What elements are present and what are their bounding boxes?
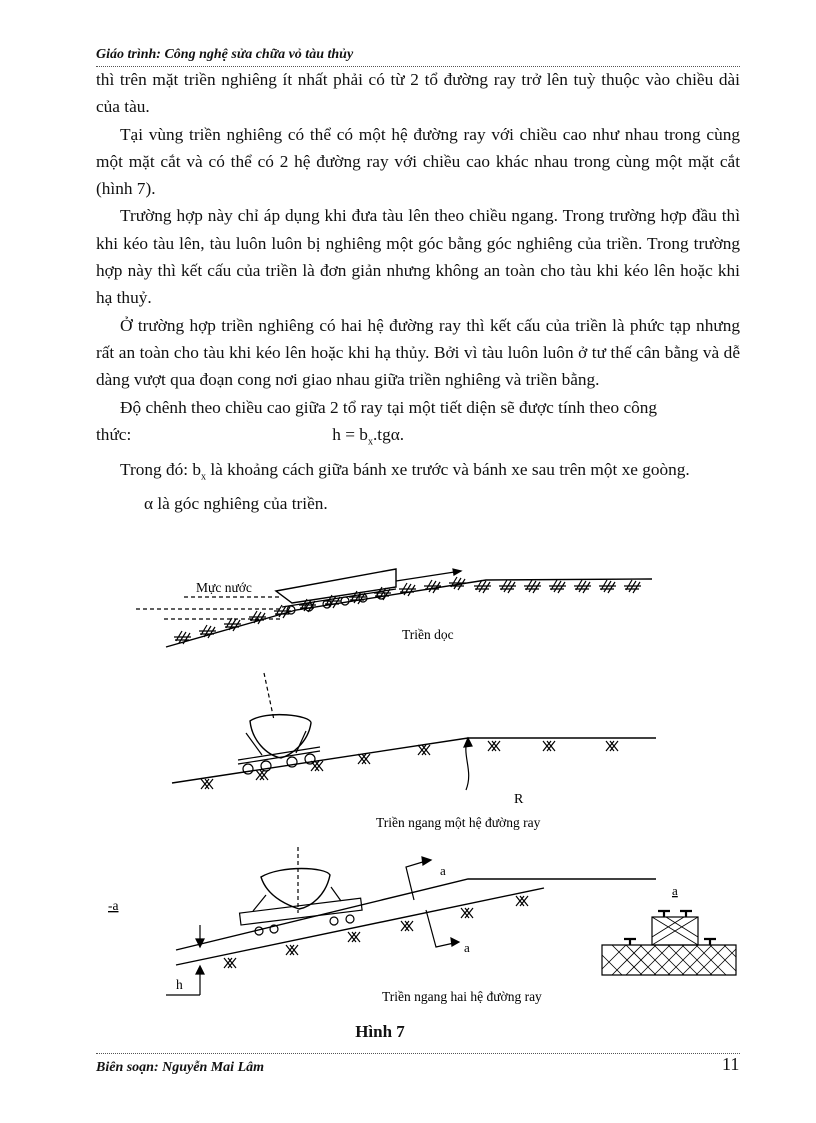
r-label: R: [514, 792, 524, 807]
running-header: Giáo trình: Công nghệ sửa chữa vỏ tàu thủy: [96, 47, 354, 62]
h-label: h: [176, 977, 183, 992]
formula-label: thức:: [96, 424, 132, 444]
water-level-label: Mực nước: [196, 580, 252, 595]
page-number: 11: [722, 1054, 740, 1074]
diagram-longitudinal-slipway: [136, 569, 652, 647]
caption-double-rail: Triền ngang hai hệ đường ray: [382, 989, 542, 1004]
diagram-single-rail-system: [172, 673, 656, 830]
neg-a-label: -a: [108, 898, 119, 913]
paragraph-6: Trong đó: $b_x$ là khoảng cách giữa bánh xe trước và bánh xe sau trên một xe goòng.: [120, 459, 690, 483]
paragraph-5: Độ chênh theo chiều cao giữa 2 tổ ray tại một tiết diện sẽ được tính theo công: [120, 397, 658, 417]
paragraph-4: Ở trường hợp triền nghiêng có hai hệ đường ray thì kết cấu của triền là phức tạp nhưng rất an toàn cho tàu khi kéo lên hoặc khi hạ thủy. Bởi vì tàu luôn luôn ở tư thế cân bằng và dễ dàng vượt qua đoạn cong nơi giao nhau giữa triền nghiêng và triền bằng.: [96, 315, 740, 390]
paragraph-2: Tại vùng triền nghiêng có thể có một hệ đường ray với chiều cao như nhau trong cùng một mặt cắt và có thể có 2 hệ đường ray với chiều cao khác nhau trong cùng một mặt cắt (hình 7).: [96, 124, 740, 199]
caption-single-rail: Triền ngang một hệ đường ray: [376, 815, 541, 830]
section-a-bottom: a: [464, 940, 470, 955]
caption-longitudinal: Triền dọc: [402, 627, 454, 642]
paragraph-7: α là góc nghiêng của triền.: [144, 494, 328, 514]
footer-author: Biên soạn: Nguyễn Mai Lâm: [96, 1060, 265, 1075]
paragraph-3: Trường hợp này chỉ áp dụng khi đưa tàu lên theo chiều ngang. Trong trường hợp đầu thì khi kéo tàu lên, tàu luôn luôn bị nghiêng một góc bằng góc nghiêng của triền. Trong trường hợp này thì kết cấu của triền là đơn giản nhưng không an toàn cho tàu khi kéo lên hoặc khi hạ thuỷ.: [96, 206, 740, 308]
section-a-top: a: [440, 863, 446, 878]
figure-7: [96, 555, 756, 1010]
body-text: [96, 66, 740, 518]
diagram-double-rail-system: [108, 847, 736, 1004]
formula-line: [96, 421, 740, 456]
formula: $h = b_x.tg\alpha$.: [332, 424, 405, 448]
footer-rule: [96, 1053, 740, 1054]
paragraph-1: thì trên mặt triền nghiêng ít nhất phải có từ 2 tổ đường ray trở lên tuỳ thuộc vào chiều dài của tàu.: [96, 70, 740, 117]
figure-title: Hình 7: [355, 1022, 405, 1041]
section-a-right: a: [672, 883, 678, 898]
